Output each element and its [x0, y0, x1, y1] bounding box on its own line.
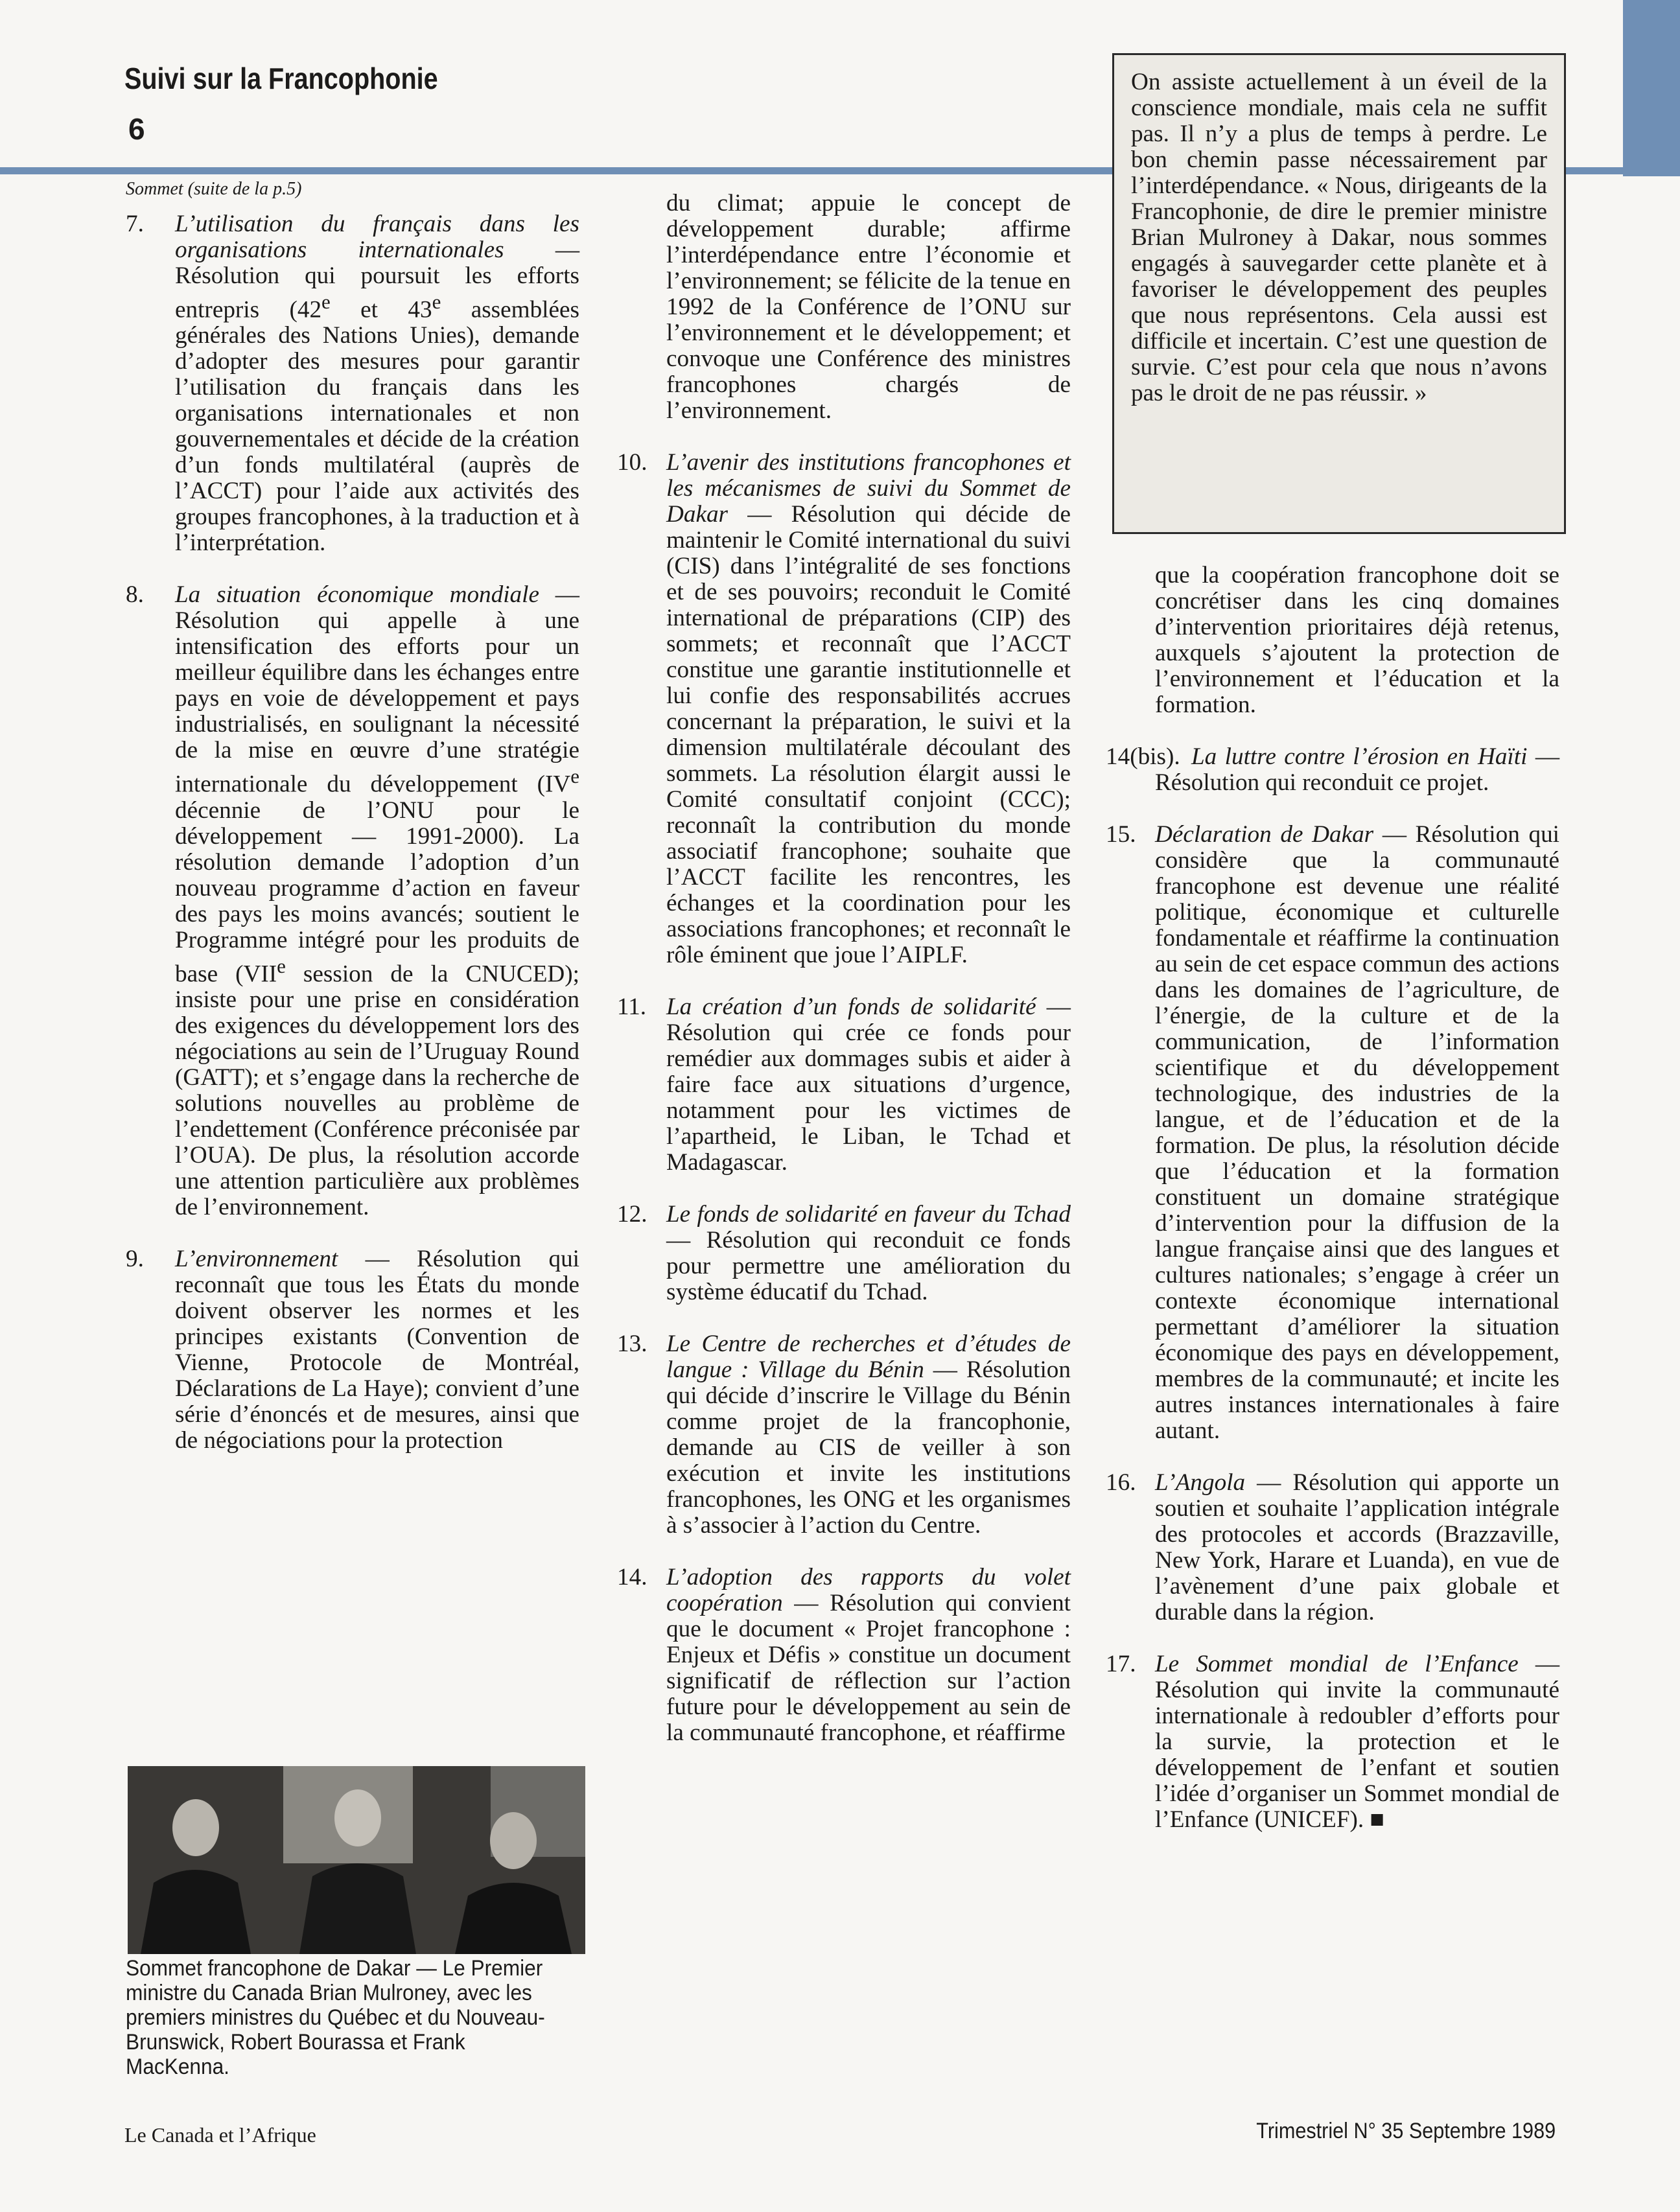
item-text: Résolution qui apporte un soutien et souhaite l’application intégrale des protocoles et accords (Brazzaville, New York, Harare et Luanda), en vue de l’avènement d’une paix globale et durable dans la région. [1155, 1469, 1560, 1625]
item-title: L’utilisation du français dans les organisations internationales [175, 211, 579, 263]
column-2 [617, 191, 1071, 1772]
item-text: Résolution qui invite la communauté internationale à redoubler d’efforts pour la survie, la protection et le développement de l’enfant et soutien l’idée d’organiser un Sommet mondial de l’Enfance (UNICEF). [1155, 1677, 1559, 1833]
item-number: 9. [126, 1246, 144, 1273]
resolution-item-10: 10. L’avenir des institutions francophones et les mécanismes de suivi du Sommet de Dakar — Résolution qui décide de maintenir le Comité international du suivi (CIS) dans l’intégralité de ses fonctions et de ses pouvoirs; reconduit le Comité international de préparations (CIP) des sommets; et reconnaît que l’ACCT constitue une garantie institutionnelle et lui confie des responsabilités accrues concernant la préparation, le suivi et la dimension multilatérale découlant des sommets. La résolution élargit aussi le Comité consultatif conjoint (CCC); reconnaît la contribution du monde associatif francophone; souhaite que l’ACCT facilite les rencontres, les échanges et la coordination pour les associations francophones; et reconnaît le rôle éminent que joue l’AIPLF. [617, 449, 1071, 968]
resolution-item-9-continued [617, 191, 1071, 424]
resolution-item-15: 15. Déclaration de Dakar — Résolution qui considère que la communauté francophone est devenue une réalité politique, économique et culturelle fondamentale et réaffirme la continuation au sein de cet espace commun des actions dans les domaines de l’agriculture, de l’énergie, de la culture et de la communication, de l’information scientifique et du développement technologique, des industries de la langue, et de l’éducation et de la formation. De plus, la résolution décide que l’éducation et la formation constituent un domaine stratégique d’intervention pour la diffusion de la langue française ainsi que des langues et cultures nationales; s’engage à créer un contexte économique international permettant d’améliorer la situation économique des pays en développement, membres de la communauté; et incite les autres instances internationales à faire autant. [1106, 821, 1560, 1444]
section-title: Suivi sur la Francophonie [124, 62, 438, 95]
resolution-item-13: 13. Le Centre de recherches et d’études de langue : Village du Bénin — Résolution qui décide d’inscrire le Village du Bénin comme projet de la francophonie, demande au CIS de veiller à son exécution et invite les institutions francophones, les ONG et les organismes à s’associer à l’action du Centre. [617, 1331, 1071, 1539]
item-title: Le Centre de recherches et d’études de langue : Village du Bénin [666, 1331, 1071, 1383]
item-title: Déclaration de Dakar [1155, 821, 1374, 848]
item-number: 13. [617, 1331, 648, 1357]
item-number: 10. [617, 449, 648, 476]
item-number: 7. [126, 211, 144, 237]
summit-photo [128, 1766, 585, 1954]
end-mark: ■ [1370, 1806, 1384, 1833]
item-text: du climat; appuie le concept de développement durable; affirme l’interdépendance entre l’économie et l’environnement; se félicite de la tenue en 1992 de la Conférence de l’ONU sur l’environnement et le développement; et convoque une Conférence des ministres francophones chargés de l’environnement. [666, 190, 1071, 424]
item-text: Résolution qui reconduit ce projet. [1155, 769, 1489, 796]
item-title: L’avenir des institutions francophones et les mécanismes de suivi du Sommet de Dakar [666, 449, 1071, 528]
resolution-item-11: 11. La création d’un fonds de solidarité — Résolution qui crée ce fonds pour remédier aux dommages subis et aider à faire face aux situations d’urgence, notamment pour les victimes de l’apartheid, le Liban, le Tchad et Madagascar. [617, 994, 1071, 1176]
footer-issue: Trimestriel N° 35 Septembre 1989 [1256, 2119, 1556, 2143]
page-number: 6 [128, 112, 145, 146]
item-title: La luttre contre l’érosion en Haïti [1191, 743, 1528, 770]
item-title: L’environnement [175, 1246, 338, 1273]
resolution-item-9: 9. L’environnement — Résolution qui reconnaît que tous les États du monde doivent observer les normes et les principes existants (Convention de Vienne, Protocole de Montréal, Déclarations de La Haye); convient d’une série d’énoncés et de mesures, ainsi que de négociations pour la protection [126, 1246, 579, 1454]
item-number: 17. [1106, 1651, 1136, 1677]
item-title: Le Sommet mondial de l’Enfance [1155, 1651, 1519, 1677]
item-title: La situation économique mondiale [175, 581, 539, 609]
item-text: Résolution qui convient que le document « Projet francophone : Enjeux et Défis » constitue un document significatif de réflection sur l’action future pour le développement au sein de la communauté francophone, et réaffirme [666, 1590, 1071, 1746]
resolution-item-8: 8. La situation économique mondiale — Résolution qui appelle à une intensification des efforts pour un meilleur équilibre dans les échanges entre pays en voie de développement et pays industrialisés, en soulignant la nécessité de la mise en œuvre d’une stratégie internationale du développement (IVe décennie de l’ONU pour le développement — 1991-2000). La résolution demande l’adoption d’un nouveau programme d’action en faveur des pays les moins avancés; soutient le Programme intégré pour les produits de base (VIIe session de la CNUCED); insiste pour une prise en considération des exigences du développement lors des négociations au sein de l’Uruguay Round (GATT); et s’engage dans la recherche de solutions nouvelles au problème de l’endettement (Conférence préconisée par l’OUA). De plus, la résolution accorde une attention particulière aux problèmes de l’environnement. [126, 581, 579, 1221]
resolution-item-17: 17. Le Sommet mondial de l’Enfance — Résolution qui invite la communauté internationale à redoubler d’efforts pour la survie, la protection et le développement de l’enfant et soutien l’idée d’organiser un Sommet mondial de l’Enfance (UNICEF). ■ [1106, 1651, 1560, 1833]
item-number: 15. [1106, 821, 1136, 848]
photo-caption: Sommet francophone de Dakar — Le Premier ministre du Canada Brian Mulroney, avec les premiers ministres du Québec et du Nouveau-Brunswick, Robert Bourassa et Frank MacKenna. [126, 1956, 545, 2079]
item-text: assemblées générales des Nations Unies), demande d’adopter des mesures pour garantir l’utilisation du français dans les organisations internationales et non gouvernementales et décide de la création d’un fonds multilatéral (auprès de l’ACCT) pour l’aide aux activités des groupes francophones, à la traduction et à l’interprétation. [175, 296, 579, 557]
item-title: L’adoption des rapports du volet coopération [666, 1564, 1071, 1616]
item-text: Résolution qui décide de maintenir le Comité international du suivi (CIS) dans l’intégralité de ses fonctions et de ses pouvoirs; reconduit le Comité international de préparations (CIP) des sommets; et reconnaît que l’ACCT constitue une garantie institutionnelle et lui confie des responsabilités accrues concernant la préparation, le suivi et la dimension multilatérale découlant des sommets. La résolution élargit aussi le Comité consultatif conjoint (CCC); reconnaît la contribution du monde associatif francophone; souhaite que l’ACCT facilite les rencontres, les échanges et la coordination pour les associations francophones; et reconnaît le rôle éminent que joue l’AIPLF. [666, 501, 1071, 968]
footer-publication: Le Canada et l’Afrique [124, 2123, 316, 2147]
item-number: 16. [1106, 1469, 1136, 1496]
resolution-item-14: 14. L’adoption des rapports du volet coopération — Résolution qui convient que le document « Projet francophone : Enjeux et Défis » constitue un document significatif de réflection sur l’action future pour le développement au sein de la communauté francophone, et réaffirme [617, 1564, 1071, 1746]
item-text: Résolution qui reconduit ce fonds pour permettre une amélioration du système éducatif du Tchad. [666, 1227, 1071, 1305]
item-text: Résolution qui considère que la communauté francophone est devenue une réalité politique, économique et culturelle fondamentale et réaffirme la continuation au sein de cet espace commun des actions dans les domaines de l’agriculture, de l’énergie, de la culture et de la communication, de l’information scientifique et du développement technologique, des industries de la langue, et de l’éducation et de la formation. De plus, la résolution décide que l’éducation et la formation constituent un domaine stratégique d’intervention pour la diffusion de la langue française ainsi que des langues et cultures nationales; s’engage à créer un contexte économique international permettant d’améliorer la situation économique des pays en développement, membres de la communauté; et incite les autres instances internationales à faire autant. [1155, 821, 1560, 1444]
corner-accent-tab [1623, 0, 1680, 176]
item-number: 14. [617, 1564, 648, 1590]
item-number: 8. [126, 581, 144, 609]
pull-quote-box [1112, 53, 1566, 534]
item-text: que la coopération francophone doit se concrétiser dans les cinq domaines d’intervention prioritaires déjà retenus, auxquels s’ajoutent la protection de l’environnement et l’éducation et la formation. [1155, 562, 1559, 718]
item-text: session de la CNUCED); insiste pour une prise en considération des exigences du développement lors des négociations au sein de l’Uruguay Round (GATT); et s’engage dans la recherche de solutions nouvelles au problème de l’endettement (Conférence préconisée par l’OUA). De plus, la résolution accorde une attention particulière aux problèmes de l’environnement. [175, 960, 579, 1221]
item-text: Résolution qui reconnaît que tous les États du monde doivent observer les normes et les principes existants (Convention de Vienne, Protocole de Montréal, Déclarations de La Haye); convient d’une série d’énoncés et de mesures, ainsi que de négociations pour la protection [175, 1246, 579, 1454]
item-number: 14(bis). [1106, 743, 1180, 770]
resolution-item-7: 7. L’utilisation du français dans les organisations internationales — Résolution qui poursuit les efforts entrepris (42e et 43e assemblées générales des Nations Unies), demande d’adopter des mesures pour garantir l’utilisation du français dans les organisations internationales et non gouvernementales et décide de la création d’un fonds multilatéral (auprès de l’ACCT) pour l’aide aux activités des groupes francophones, à la traduction et à l’interprétation. [126, 211, 579, 557]
item-number: 12. [617, 1201, 648, 1228]
leaders-photo-illustration [128, 1766, 585, 1954]
column-1 [126, 176, 579, 1480]
resolution-item-12: 12. Le fonds de solidarité en faveur du Tchad — Résolution qui reconduit ce fonds pour permettre une amélioration du système éducatif du Tchad. [617, 1201, 1071, 1305]
item-title: La création d’un fonds de solidarité [666, 994, 1036, 1020]
item-text: Résolution qui crée ce fonds pour remédier aux dommages subis et aider à faire face aux situations d’urgence, notamment pour les victimes de l’apartheid, le Liban, le Tchad et Madagascar. [666, 1019, 1071, 1176]
pull-quote-text: On assiste actuellement à un éveil de la conscience mondiale, mais cela ne suffit pas. Il n’y a plus de temps à perdre. Le bon chemin passe nécessairement par l’interdépendance. « Nous, dirigeants de la Francophonie, de dire le premier ministre Brian Mulroney à Dakar, nous sommes engagés à sauvegarder cette planète et à favoriser le développement des peuples que nous représentons. Cela aussi est difficile et incertain. C’est une question de survie. C’est pour cela que nous n’avons pas le droit de ne pas réussir. » [1131, 69, 1547, 406]
resolution-item-14-continued [1106, 563, 1559, 718]
resolution-item-16: 16. L’Angola — Résolution qui apporte un soutien et souhaite l’application intégrale des protocoles et accords (Brazzaville, New York, Harare et Luanda), en vue de l’avènement d’une paix globale et durable dans la région. [1106, 1469, 1560, 1625]
item-text: Résolution qui décide d’inscrire le Village du Bénin comme projet de la francophonie, demande au CIS de veiller à son exécution et invite les institutions francophones, les ONG et les organismes à s’associer à l’action du Centre. [666, 1356, 1071, 1539]
item-title: L’Angola [1155, 1469, 1246, 1496]
column-3 [1106, 563, 1559, 1859]
continued-note: Sommet (suite de la p.5) [126, 179, 302, 199]
item-title: Le fonds de solidarité en faveur du Tchad [666, 1201, 1071, 1228]
resolution-item-14bis: 14(bis). La luttre contre l’érosion en Haïti — Résolution qui reconduit ce projet. [1106, 743, 1560, 796]
item-number: 11. [617, 994, 647, 1020]
